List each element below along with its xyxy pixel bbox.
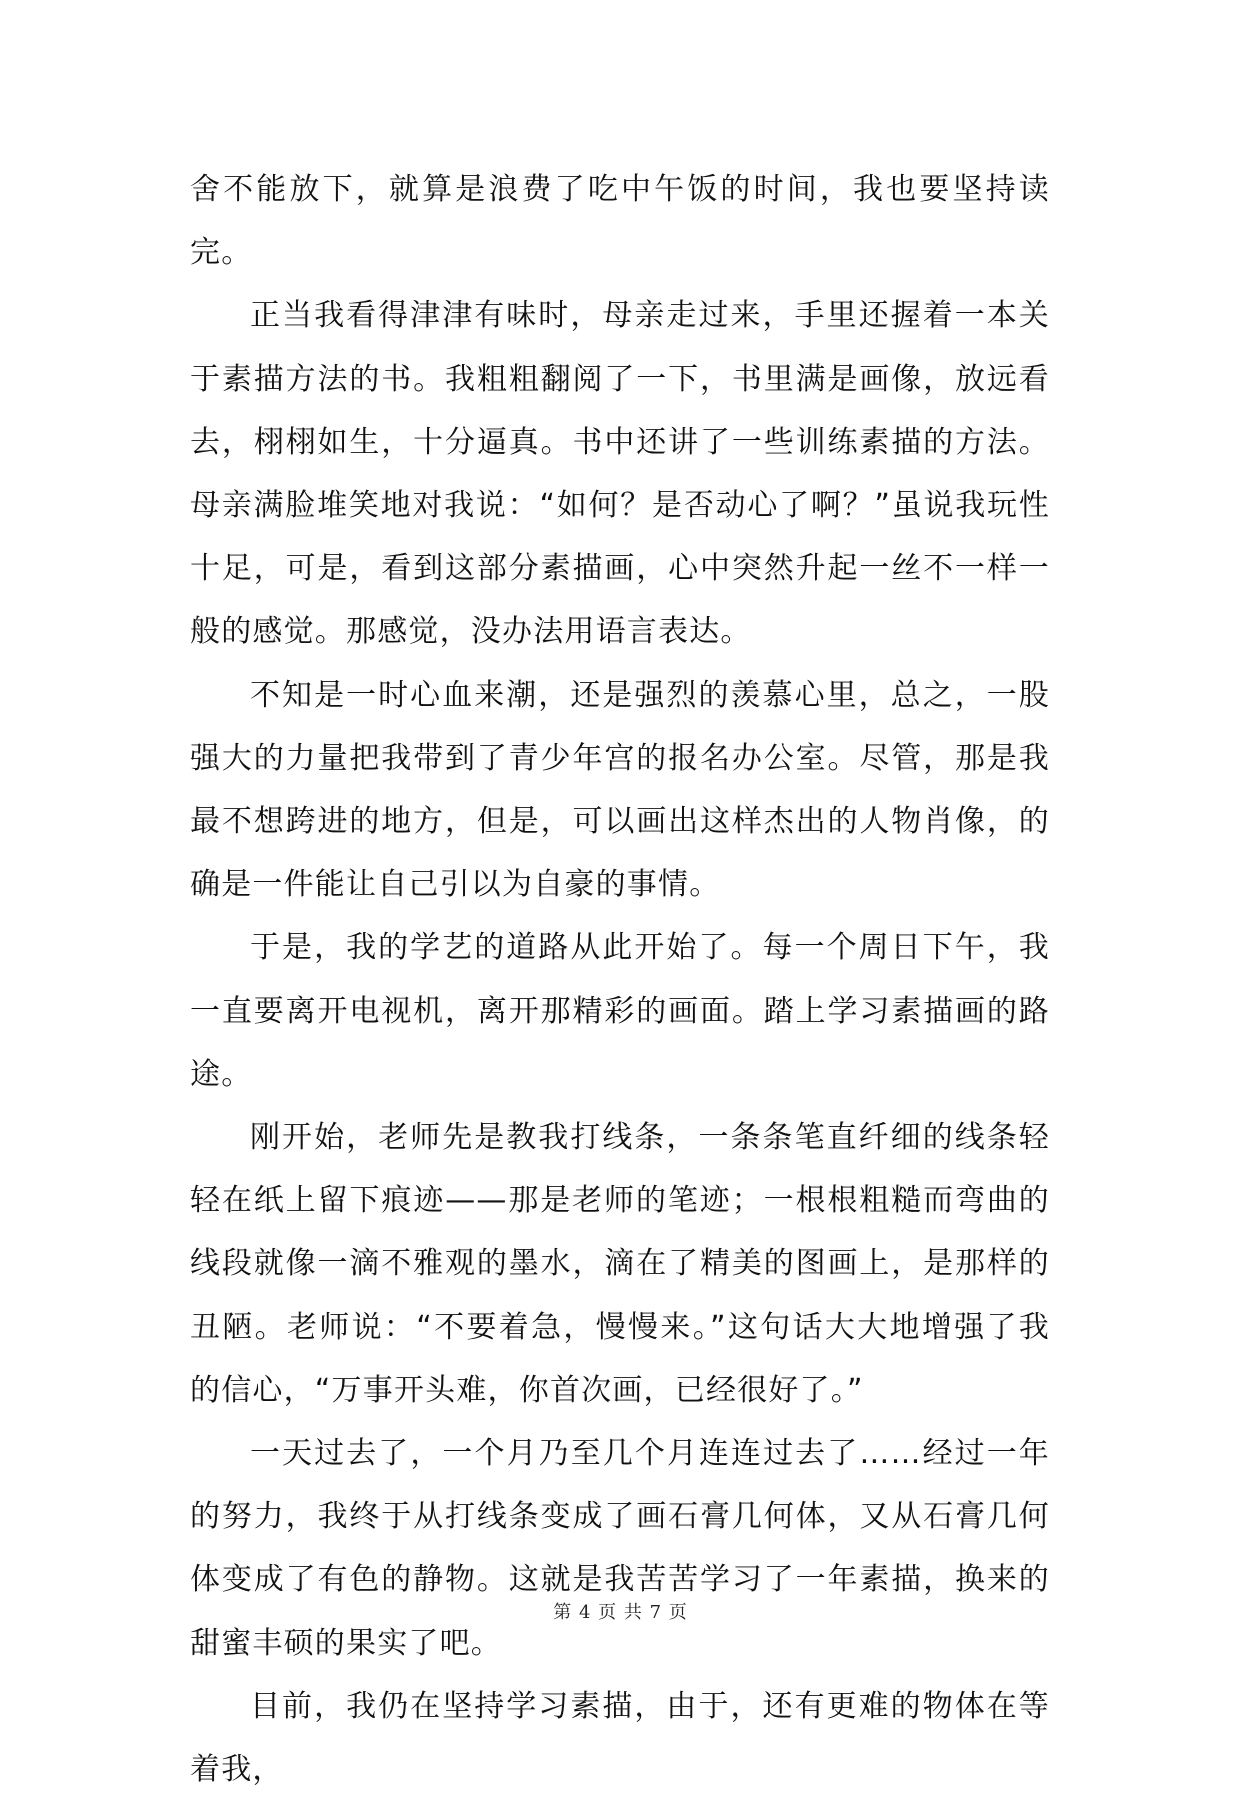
paragraph: 刚开始，老师先是教我打线条，一条条笔直纤细的线条轻轻在纸上留下痕迹——那是老师的笔迹；一根根粗糙而弯曲的线段就像一滴不雅观的墨水，滴在了精美的图画上，是那样的丑陋。老师说：“不要着急，慢慢来。”这句话大大地增强了我的信心，“万事开头难，你首次画，已经很好了。”	[190, 1120, 1050, 1408]
footer-current-page: 4	[578, 1602, 592, 1623]
paragraph: 不知是一时心血来潮，还是强烈的羡慕心里，总之，一股强大的力量把我带到了青少年宫的报名办公室。尽管，那是我最不想跨进的地方，但是，可以画出这样杰出的人物肖像，的确是一件能让自己引以为自豪的事情。	[190, 677, 1050, 903]
footer-middle: 页 共	[598, 1602, 643, 1623]
paragraph: 一天过去了，一个月乃至几个月连连过去了……经过一年的努力，我终于从打线条变成了画石膏几何体，又从石膏几何体变成了有色的静物。这就是我苦苦学习了一年素描，换来的甜蜜丰硕的果实了吧。	[190, 1436, 1050, 1661]
footer-suffix: 页	[668, 1602, 688, 1623]
page-footer	[0, 1598, 1241, 1624]
footer-prefix: 第	[553, 1602, 573, 1623]
footer-total-pages: 7	[649, 1602, 663, 1623]
paragraph: 正当我看得津津有味时，母亲走过来，手里还握着一本关于素描方法的书。我粗粗翻阅了一下，书里满是画像，放远看去，栩栩如生，十分逼真。书中还讲了一些训练素描的方法。母亲满脸堆笑地对我说：“如何？是否动心了啊？”虽说我玩性十足，可是，看到这部分素描画，心中突然升起一丝不一样一般的感觉。那感觉，没办法用语言表达。	[190, 298, 1050, 650]
paragraph: 舍不能放下，就算是浪费了吃中午饭的时间，我也要坚持读完。	[190, 172, 1050, 271]
paragraph: 于是，我的学艺的道路从此开始了。每一个周日下午，我一直要离开电视机，离开那精彩的画面。踏上学习素描画的路途。	[190, 930, 1050, 1092]
document-body	[190, 158, 1050, 1801]
paragraph: 目前，我仍在坚持学习素描，由于，还有更难的物体在等着我，	[190, 1688, 1050, 1788]
